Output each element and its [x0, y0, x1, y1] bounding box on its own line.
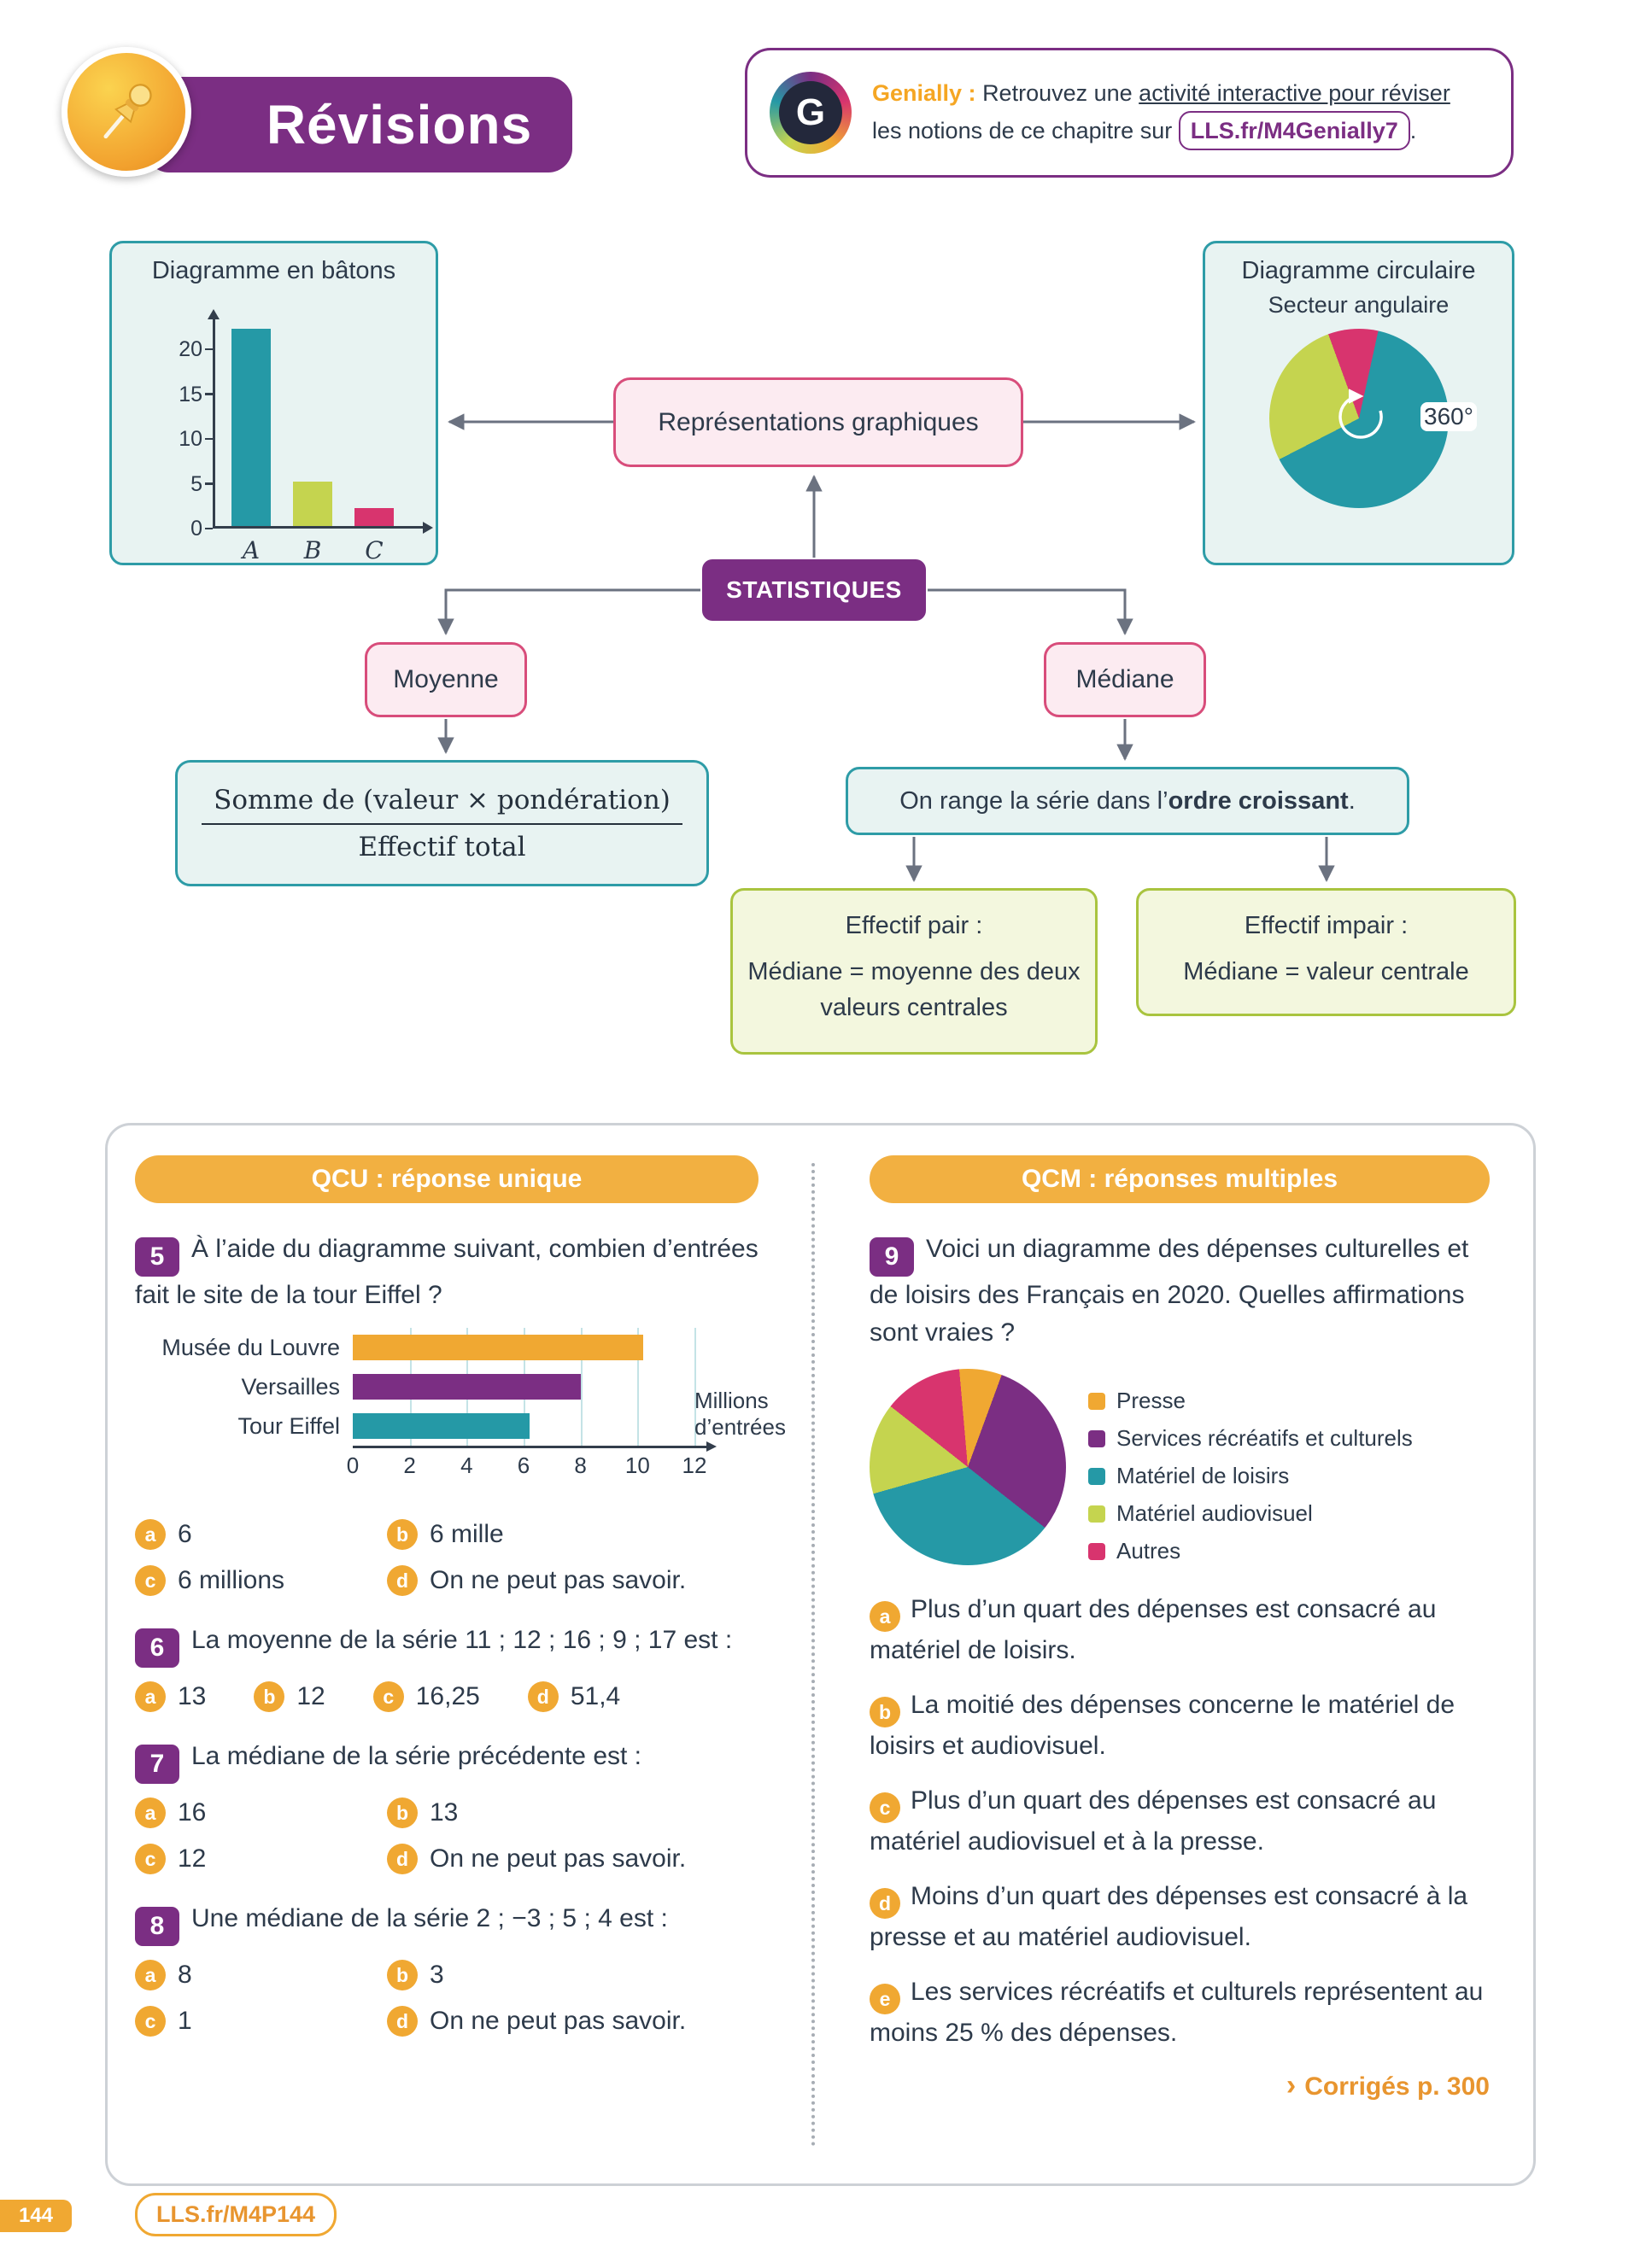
median-rule-text: On range la série dans l’ordre croissant. — [899, 786, 1356, 815]
question-6-number-badge: 6 — [135, 1628, 179, 1668]
legend-label: Autres — [1116, 1538, 1181, 1564]
qcu-column — [135, 1155, 786, 2043]
statement-letter-badge: a — [870, 1601, 900, 1632]
bar-1 — [353, 1335, 643, 1360]
y-tick-label: 15 — [179, 382, 202, 406]
statement-d — [870, 1878, 1490, 1956]
statement-text: La moitié des dépenses concerne le matériel de loisirs et audiovisuel. — [870, 1691, 1456, 1760]
question-8 — [135, 1900, 758, 1946]
question-5 — [135, 1230, 758, 1314]
answer-option — [135, 1960, 387, 1990]
genially-text — [872, 75, 1450, 150]
expenses-pie-chart — [870, 1369, 1066, 1565]
mean-label: Moyenne — [393, 665, 499, 693]
question-8-text: Une médiane de la série 2 ; −3 ; 5 ; 4 est : — [191, 1904, 668, 1932]
question-7-number-badge: 7 — [135, 1745, 179, 1784]
legend-item — [1088, 1388, 1413, 1414]
y-tick-label: 0 — [190, 517, 202, 541]
option-letter-badge: d — [387, 2006, 418, 2037]
x-tick-label: 6 — [517, 1453, 530, 1478]
genially-url-pill[interactable]: LLS.fr/M4Genially7 — [1179, 111, 1410, 150]
question-5-number-badge: 5 — [135, 1237, 179, 1277]
option-text: 6 millions — [178, 1566, 285, 1594]
genially-line1-prefix: Retrouvez une — [982, 80, 1139, 106]
legend-swatch — [1088, 1468, 1105, 1485]
option-text: On ne peut pas savoir. — [430, 1844, 687, 1873]
option-text: 6 — [178, 1520, 192, 1548]
even-count-box — [730, 888, 1098, 1055]
option-text: On ne peut pas savoir. — [430, 2007, 687, 2035]
question-7-text: La médiane de la série précédente est : — [191, 1742, 642, 1770]
legend-item — [1088, 1538, 1413, 1564]
statement-letter-badge: c — [870, 1792, 900, 1823]
option-letter-badge: b — [254, 1681, 284, 1712]
option-letter-badge: c — [135, 2006, 166, 2037]
option-text: 6 mille — [430, 1520, 504, 1548]
x-axis-label: Millions d’entrées — [694, 1388, 786, 1440]
option-letter-badge: b — [387, 1960, 418, 1990]
category-label: C — [365, 536, 384, 564]
x-tick-label: 10 — [624, 1453, 650, 1478]
answer-option — [135, 1681, 206, 1712]
legend-swatch — [1088, 1505, 1105, 1523]
option-text: 16 — [178, 1798, 207, 1827]
answer-option — [135, 2006, 387, 2037]
legend-label: Matériel de loisirs — [1116, 1463, 1290, 1488]
bar-A — [231, 329, 271, 526]
pushpin-icon — [62, 47, 191, 177]
corriges-text: Corrigés p. 300 — [1304, 2072, 1490, 2101]
statistics-root-node — [702, 559, 926, 621]
y-tick-label: 5 — [190, 471, 202, 496]
graphic-representations-label: Représentations graphiques — [658, 407, 979, 436]
answer-option — [387, 2006, 758, 2037]
y-tick-mark — [205, 438, 213, 441]
statement-b — [870, 1686, 1490, 1765]
question-9-text: Voici un diagramme des dépenses culturelles et de loisirs des Français en 2020. Quelles affirmations sont vraies ? — [870, 1235, 1469, 1347]
page-number-badge: 144 — [0, 2200, 72, 2232]
category-label: Musée du Louvre — [161, 1335, 340, 1360]
mean-node — [365, 642, 527, 717]
option-text: 51,4 — [570, 1682, 621, 1710]
option-letter-badge: c — [135, 1844, 166, 1874]
y-tick-label: 20 — [179, 337, 202, 361]
statement-text: Plus d’un quart des dépenses est consacré au matériel de loisirs. — [870, 1595, 1437, 1664]
question-5-text: À l’aide du diagramme suivant, combien d’entrées fait le site de la tour Eiffel ? — [135, 1235, 758, 1309]
option-letter-badge: a — [135, 1960, 166, 1990]
y-tick-mark — [205, 482, 213, 485]
x-axis — [213, 526, 428, 529]
q5-answers — [135, 1519, 758, 1596]
bar-diagram-title: Diagramme en bâtons — [151, 257, 396, 284]
statement-text: Les services récréatifs et culturels représentent au moins 25 % des dépenses. — [870, 1978, 1484, 2047]
genially-callout — [745, 48, 1514, 178]
option-letter-badge: b — [387, 1797, 418, 1828]
legend-swatch — [1088, 1393, 1105, 1410]
option-text: 1 — [178, 2007, 192, 2035]
pushpin-glyph — [86, 72, 167, 152]
option-letter-badge: a — [135, 1681, 166, 1712]
answer-option — [387, 1844, 758, 1874]
chevron-right-icon: › — [1286, 2069, 1297, 2101]
statement-e — [870, 1973, 1490, 2052]
formula-numerator: Somme de (valeur × pondération) — [202, 785, 682, 825]
option-text: 3 — [430, 1961, 444, 1989]
option-letter-badge: a — [135, 1519, 166, 1550]
question-7 — [135, 1738, 758, 1784]
column-divider — [811, 1163, 815, 2147]
category-label: A — [242, 536, 261, 564]
option-letter-badge: a — [135, 1797, 166, 1828]
pie-diagram-box — [1203, 241, 1514, 565]
graphic-representations-node — [613, 377, 1023, 467]
statement-letter-badge: e — [870, 1984, 900, 2014]
category-label: Tour Eiffel — [237, 1413, 340, 1439]
y-axis — [213, 313, 215, 529]
page-title: Révisions — [266, 94, 533, 155]
median-rule-box — [846, 767, 1409, 835]
y-tick-label: 10 — [179, 427, 202, 451]
legend-item — [1088, 1500, 1413, 1527]
answer-option — [135, 1519, 387, 1550]
question-6-text: La moyenne de la série 11 ; 12 ; 16 ; 9 ; 17 est : — [191, 1626, 733, 1654]
legend-label: Presse — [1116, 1388, 1186, 1413]
answer-option — [254, 1681, 325, 1712]
angle-360-label: 360° — [1420, 402, 1477, 431]
q9-chart-row — [870, 1369, 1490, 1565]
bar-2 — [353, 1374, 581, 1400]
corriges-link[interactable] — [870, 2069, 1490, 2102]
genially-line2-suffix: . — [1409, 118, 1417, 143]
answer-option — [135, 1565, 387, 1596]
odd-count-text: Médiane = valeur centrale — [1183, 958, 1469, 985]
x-tick-label: 12 — [682, 1453, 707, 1478]
genially-brand: Genially : — [872, 80, 976, 106]
bar-C — [354, 508, 394, 526]
statement-c — [870, 1782, 1490, 1861]
option-text: 12 — [178, 1844, 207, 1873]
option-letter-badge: d — [387, 1844, 418, 1874]
bar-diagram-box — [109, 241, 438, 565]
formula-denominator: Effectif total — [358, 831, 526, 862]
answer-option — [135, 1844, 387, 1874]
question-8-number-badge: 8 — [135, 1907, 179, 1946]
q8-answers — [135, 1960, 758, 2037]
statement-letter-badge: b — [870, 1697, 900, 1727]
odd-count-title: Effectif impair : — [1244, 912, 1409, 939]
question-9 — [870, 1230, 1490, 1352]
legend-swatch — [1088, 1430, 1105, 1447]
statement-letter-badge: d — [870, 1888, 900, 1919]
x-axis-arrow — [706, 1441, 722, 1452]
answer-option — [387, 1565, 758, 1596]
legend-swatch — [1088, 1543, 1105, 1560]
legend-label: Matériel audiovisuel — [1116, 1500, 1313, 1526]
pie-diagram-title: Diagramme circulaire — [1241, 257, 1476, 284]
option-letter-badge: c — [135, 1565, 166, 1596]
genially-logo-glyph: G — [779, 81, 842, 144]
category-label: Versailles — [241, 1374, 340, 1400]
genially-line2-prefix: les notions de ce chapitre sur — [872, 118, 1179, 143]
question-6 — [135, 1622, 758, 1668]
odd-count-box — [1136, 888, 1516, 1016]
y-tick-mark — [205, 528, 213, 530]
statement-a — [870, 1591, 1490, 1669]
qcm-column — [870, 1155, 1490, 2102]
pie-legend — [1088, 1388, 1413, 1564]
answer-option — [387, 1797, 758, 1828]
genially-link-text[interactable]: activité interactive pour réviser — [1139, 80, 1450, 106]
x-tick-label: 2 — [403, 1453, 416, 1478]
option-letter-badge: d — [528, 1681, 559, 1712]
q5-bar-chart — [135, 1328, 786, 1495]
answer-option — [528, 1681, 620, 1712]
q7-answers — [135, 1797, 758, 1874]
answer-option — [135, 1797, 387, 1828]
option-text: 8 — [178, 1961, 192, 1989]
option-text: 12 — [296, 1682, 325, 1710]
legend-item — [1088, 1463, 1413, 1489]
option-letter-badge: d — [387, 1565, 418, 1596]
rotation-arrow-icon — [1331, 387, 1391, 447]
y-tick-mark — [205, 348, 213, 351]
x-tick-label: 4 — [460, 1453, 473, 1478]
answer-option — [387, 1519, 758, 1550]
answer-option — [373, 1681, 480, 1712]
median-node — [1044, 642, 1206, 717]
statistics-label: STATISTIQUES — [726, 576, 902, 603]
answer-option — [387, 1960, 758, 1990]
legend-item — [1088, 1425, 1413, 1452]
chapter-title-badge — [145, 77, 572, 172]
q6-answers — [135, 1681, 758, 1712]
option-letter-badge: c — [373, 1681, 404, 1712]
y-tick-mark — [205, 393, 213, 395]
option-text: 16,25 — [415, 1682, 480, 1710]
page-url-pill[interactable]: LLS.fr/M4P144 — [135, 2193, 337, 2236]
genially-logo — [770, 72, 852, 154]
statement-text: Plus d’un quart des dépenses est consacré au matériel audiovisuel et à la presse. — [870, 1786, 1437, 1856]
median-label: Médiane — [1075, 665, 1174, 693]
x-tick-label: 0 — [346, 1453, 360, 1478]
x-tick-label: 8 — [574, 1453, 587, 1478]
bar-3 — [353, 1413, 530, 1439]
statement-text: Moins d’un quart des dépenses est consacré à la presse et au matériel audiovisuel. — [870, 1882, 1468, 1951]
option-text: On ne peut pas savoir. — [430, 1566, 687, 1594]
mean-formula — [202, 785, 682, 862]
question-9-number-badge: 9 — [870, 1237, 914, 1277]
bar-chart — [179, 313, 426, 564]
even-count-text: Médiane = moyenne des deux valeurs centrales — [747, 958, 1081, 1021]
category-label: B — [303, 536, 322, 564]
option-letter-badge: b — [387, 1519, 418, 1550]
even-count-title: Effectif pair : — [845, 912, 983, 939]
mean-formula-box — [175, 760, 709, 886]
qcm-header: QCM : réponses multiples — [870, 1155, 1490, 1203]
bar-B — [293, 482, 332, 527]
qcu-header: QCU : réponse unique — [135, 1155, 758, 1203]
legend-label: Services récréatifs et culturels — [1116, 1425, 1413, 1451]
option-text: 13 — [178, 1682, 207, 1710]
option-text: 13 — [430, 1798, 459, 1827]
pie-diagram-subtitle: Secteur angulaire — [1268, 292, 1450, 318]
x-axis — [353, 1446, 708, 1448]
